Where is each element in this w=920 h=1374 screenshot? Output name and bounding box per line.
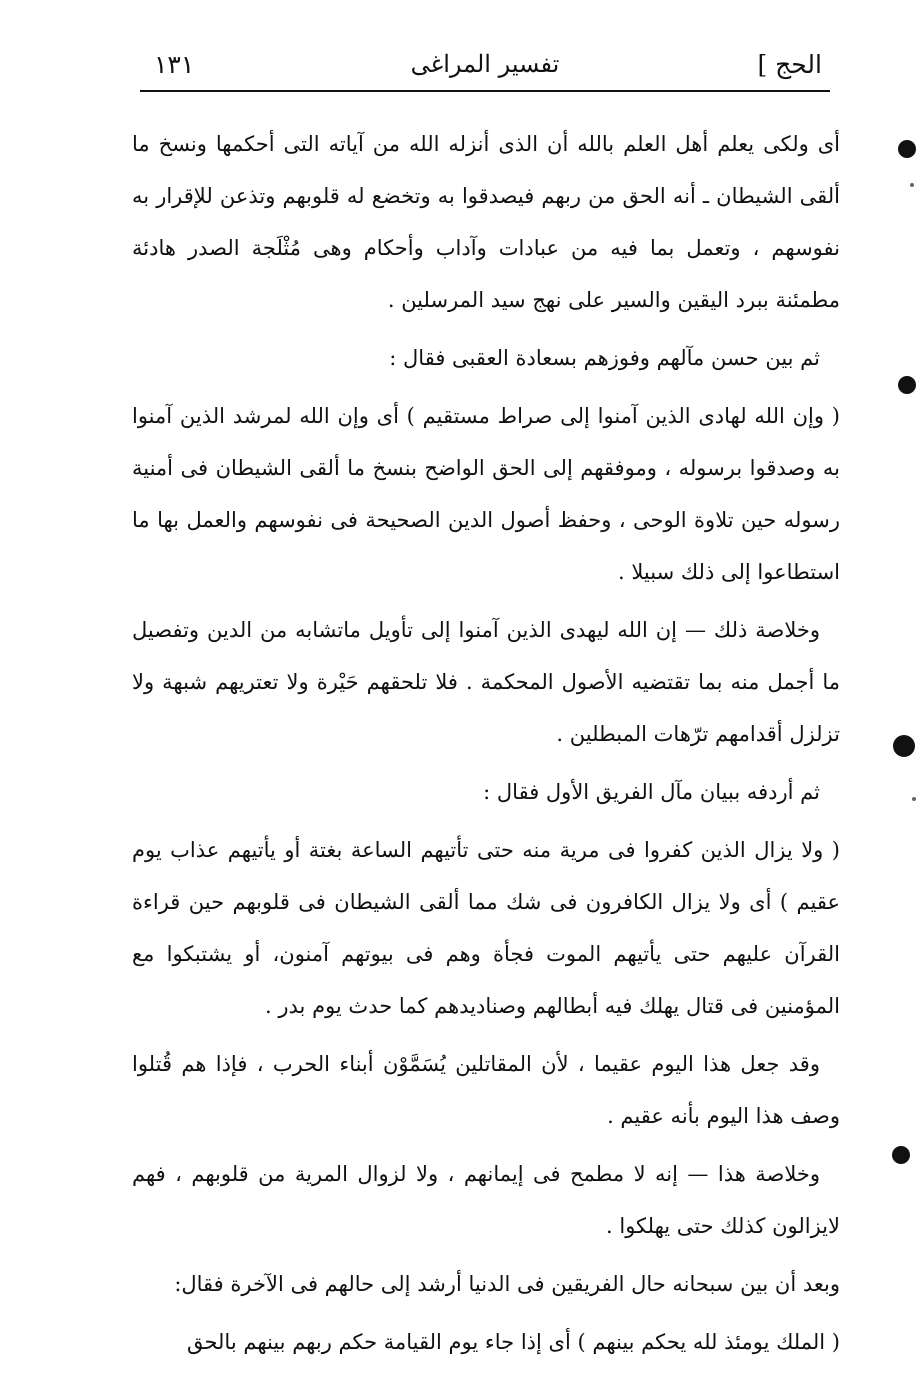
page-body: [132, 118, 840, 1374]
paragraph: أى ولكى يعلم أهل العلم بالله أن الذى أنزله الله من آياته التى أحكمها ونسخ ما ألقى الشيطان ـ أنه الحق من ربهم فيصدقوا به وتخضع له قلوبهم وتذعن للإقرار به نفوسهم ، وتعمل بما فيه من عبادات وآداب وأحكام وهى مُثْلَجة الصدر هادئة مطمئنة ببرد اليقين والسير على نهج سيد المرسلين .: [132, 132, 840, 312]
paragraph: ( وإن الله لهادى الذين آمنوا إلى صراط مستقيم ) أى وإن الله لمرشد الذين آمنوا به وصدقوا برسوله ، وموفقهم إلى الحق الواضح بنسخ ما ألقى الشيطان فى أمنية رسوله حين تلاوة الوحى ، وحفظ أصول الدين الصحيحة فى نفوسهم والعمل بها ما استطاعوا إلى ذلك سبيلا .: [132, 404, 840, 584]
paragraph: ( ولا يزال الذين كفروا فى مرية منه حتى تأتيهم الساعة بغتة أو يأتيهم عذاب يوم عقيم ) أى ولا يزال الكافرون فى شك مما ألقى الشيطان فى قلوبهم حين قراءة القرآن عليهم حتى يأتيهم الموت فجأة وهم فى بيوتهم آمنون، أو يشتبكوا مع المؤمنين فى قتال يهلك فيه أبطالهم وصناديدهم كما حدث يوم بدر .: [132, 838, 840, 1018]
paragraph: وخلاصة هذا — إنه لا مطمح فى إيمانهم ، ولا لزوال المرية من قلوبهم ، فهم لايزالون كذلك حتى يهلكوا .: [132, 1162, 840, 1238]
ink-blot-mark: [898, 140, 916, 158]
page-header: [140, 48, 830, 92]
chapter-name: الحج ]: [757, 50, 822, 79]
paragraph: وخلاصة ذلك — إن الله ليهدى الذين آمنوا إلى تأويل ماتشابه من الدين وتفصيل ما أجمل منه بما تقتضيه الأصول المحكمة . فلا تلحقهم حَيْرة ولا تعتريهم شبهة ولا تزلزل أقدامهم ترّهات المبطلين .: [132, 618, 840, 746]
scan-speck: [912, 797, 916, 801]
ink-blot-mark: [893, 735, 915, 757]
ink-blot-mark: [898, 376, 916, 394]
paragraph: وقد جعل هذا اليوم عقيما ، لأن المقاتلين يُسَمَّوْن أبناء الحرب ، فإذا هم قُتلوا وصف هذا اليوم بأنه عقيم .: [132, 1052, 840, 1128]
paragraph: ( الملك يومئذ لله يحكم بينهم ) أى إذا جاء يوم القيامة حكم ربهم بينهم بالحق: [186, 1330, 840, 1354]
page-number: ١٣١: [154, 50, 195, 79]
paragraph: وبعد أن بين سبحانه حال الفريقين فى الدنيا أرشد إلى حالهم فى الآخرة فقال:: [174, 1272, 840, 1296]
paragraph: ثم أردفه ببيان مآل الفريق الأول فقال :: [483, 780, 820, 804]
paragraph: ثم بين حسن مآلهم وفوزهم بسعادة العقبى فقال :: [389, 346, 820, 370]
book-title: تفسير المراغى: [410, 50, 560, 78]
scan-speck: [910, 183, 914, 187]
ink-blot-mark: [892, 1146, 910, 1164]
